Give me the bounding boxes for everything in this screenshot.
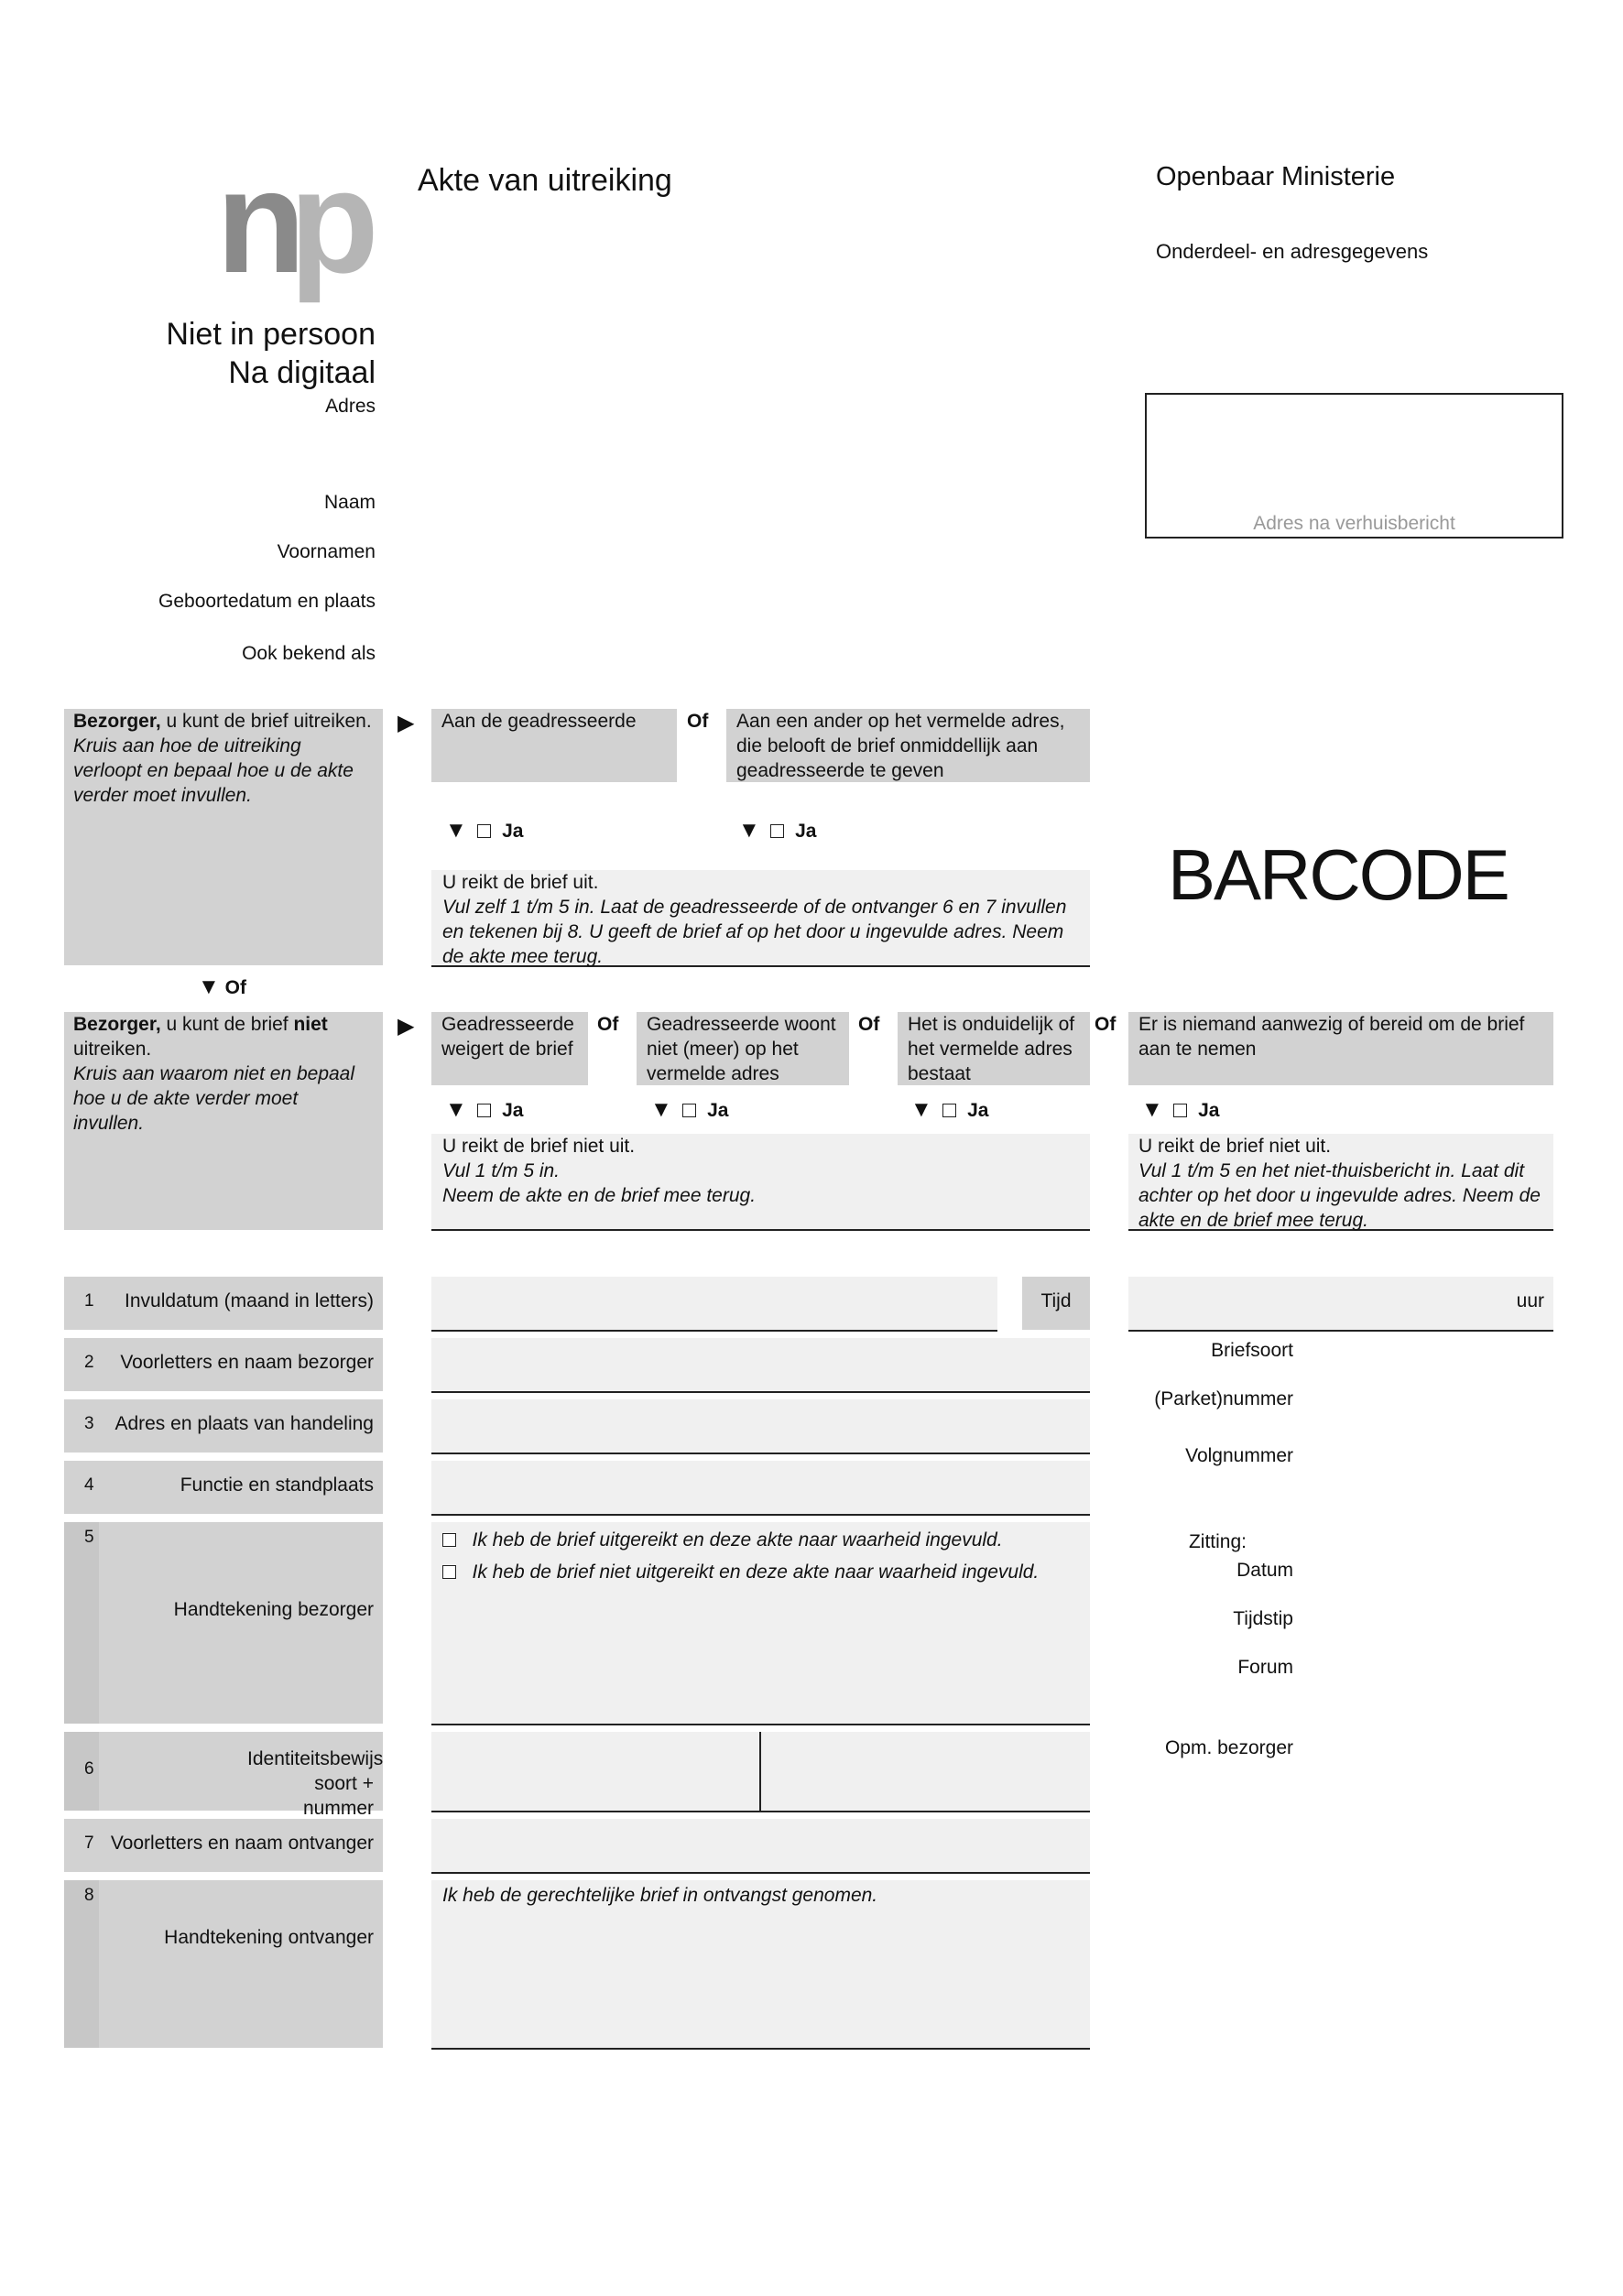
field-label-7	[64, 1819, 383, 1872]
statement-delivered-text: Ik heb de brief uitgereikt en deze akte naar waarheid ingevuld.	[472, 1529, 1003, 1551]
or-label: Of	[858, 1014, 880, 1035]
option-moved-check[interactable]	[650, 1097, 728, 1123]
option-moved-label: Geadresseerde woont niet (meer) op het vermelde adres	[647, 1014, 836, 1084]
section1-result-instruction: Vul zelf 1 t/m 5 in. Laat de geadresseerde of de ontvanger 6 en 7 invullen en tekenen bij 8. U geeft de brief af op het door u ingevulde adres. Neem de akte mee terug.	[442, 897, 1067, 967]
label-parketnummer: (Parket)nummer	[1154, 1388, 1293, 1409]
section1-result-title: U reikt de brief uit.	[442, 872, 599, 893]
option-nobody-present-label: Er is niemand aanwezig of bereid om de brief aan te nemen	[1138, 1014, 1525, 1060]
section2-result-nobody-title: U reikt de brief niet uit.	[1138, 1136, 1332, 1157]
field-number: 6	[84, 1759, 94, 1779]
label-datum: Datum	[1236, 1560, 1293, 1581]
checkbox[interactable]	[442, 1565, 456, 1579]
triangle-down-icon: ▼	[445, 818, 467, 843]
barcode: BARCODE	[1168, 834, 1509, 915]
label-tijdstip: Tijdstip	[1233, 1608, 1293, 1629]
section1-result-box	[431, 870, 1090, 967]
or-label: Of	[597, 1014, 619, 1035]
field-label-8	[64, 1880, 383, 2048]
statement-not-delivered[interactable]	[442, 1560, 1039, 1584]
section2-lead-end: uitreiken.	[73, 1039, 152, 1060]
checkbox[interactable]	[442, 1533, 456, 1547]
time-label-box	[1022, 1277, 1090, 1330]
or-label: Of	[1095, 1014, 1116, 1035]
section2-result-title: U reikt de brief niet uit.	[442, 1136, 636, 1157]
option-nobody-present-check[interactable]	[1141, 1097, 1219, 1123]
label-forum: Forum	[1237, 1657, 1293, 1678]
ja-label: Ja	[502, 821, 524, 842]
field-label-text: Voorletters en naam ontvanger	[110, 1833, 374, 1854]
field-label-5	[64, 1522, 383, 1724]
logo	[216, 139, 381, 319]
label-volgnummer: Volgnummer	[1185, 1445, 1293, 1466]
subtitle-na-digitaal: Na digitaal	[228, 355, 376, 390]
field-label-text: Functie en standplaats	[180, 1474, 374, 1496]
field-input-naam-bezorger[interactable]	[431, 1338, 1090, 1393]
section2-lead-niet: niet	[293, 1014, 328, 1035]
checkbox[interactable]	[477, 1104, 491, 1117]
option-to-addressee-label: Aan de geadresseerde	[441, 711, 637, 732]
subtitle-niet-in-persoon: Niet in persoon	[166, 317, 376, 352]
triangle-down-icon: ▼	[910, 1097, 932, 1122]
field-number: 5	[84, 1528, 94, 1547]
label-naam: Naam	[323, 492, 376, 513]
field-input-functie[interactable]	[431, 1461, 1090, 1516]
receipt-statement: Ik heb de gerechtelijke brief in ontvangst genomen.	[442, 1885, 878, 1906]
field-number: 3	[84, 1414, 94, 1433]
statement-delivered[interactable]	[442, 1528, 1003, 1552]
field-label-text: Identiteitsbewijs soort + nummer	[247, 1748, 384, 1819]
option-refuses[interactable]	[431, 1012, 588, 1085]
section2-result-box-nobody	[1128, 1134, 1553, 1231]
label-adres: Adres	[325, 396, 376, 417]
ja-label: Ja	[795, 821, 817, 842]
section1-lead: u kunt de brief uitreiken.	[160, 711, 372, 732]
field-label-text: Voorletters en naam bezorger	[120, 1352, 374, 1373]
section2-result-instruction: Vul 1 t/m 5 in. Neem de akte en de brief mee terug.	[442, 1160, 757, 1206]
hour-unit-label: uur	[1516, 1290, 1544, 1311]
ja-label: Ja	[502, 1100, 524, 1121]
field-input-id-soort[interactable]	[431, 1732, 761, 1812]
organization-name: Openbaar Ministerie	[1156, 162, 1396, 191]
time-label: Tijd	[1040, 1290, 1072, 1311]
triangle-down-icon: ▼	[650, 1097, 672, 1122]
checkbox[interactable]	[682, 1104, 696, 1117]
logo-p: p	[289, 139, 379, 303]
field-label-1	[64, 1277, 383, 1330]
address-after-move-box[interactable]	[1145, 393, 1563, 539]
section2-lead: u kunt de brief	[160, 1014, 294, 1035]
field-label-text: Invuldatum (maand in letters)	[125, 1290, 374, 1311]
option-unclear-address-label: Het is onduidelijk of het vermelde adres bestaat	[908, 1014, 1075, 1084]
field-label-text: Handtekening ontvanger	[164, 1927, 374, 1948]
or-label: Of	[687, 711, 709, 732]
triangle-down-icon: ▼	[738, 818, 760, 843]
or-divider-label: Of	[224, 977, 246, 998]
field-input-naam-ontvanger[interactable]	[431, 1819, 1090, 1874]
checkbox[interactable]	[477, 824, 491, 838]
section1-instruction: Kruis aan hoe de uitreiking verloopt en bepaal hoe u de akte verder moet invullen.	[73, 735, 354, 806]
logo-n: n	[216, 139, 297, 303]
option-nobody-present[interactable]	[1128, 1012, 1553, 1085]
field-label-text: Handtekening bezorger	[173, 1599, 374, 1620]
option-to-other-label: Aan een ander op het vermelde adres, die belooft de brief onmiddellijk aan geadresseerde te geven	[736, 711, 1065, 781]
option-to-addressee[interactable]	[431, 709, 677, 782]
label-opm-bezorger: Opm. bezorger	[1164, 1737, 1293, 1758]
section2-instruction: Kruis aan waarom niet en bepaal hoe u de akte verder moet invullen.	[73, 1063, 355, 1134]
field-number: 4	[84, 1475, 94, 1495]
option-refuses-label: Geadresseerde weigert de brief	[441, 1014, 574, 1060]
arrow-right-icon: ▶	[398, 1014, 415, 1039]
ja-label: Ja	[967, 1100, 989, 1121]
option-to-other[interactable]	[726, 709, 1090, 782]
label-briefsoort: Briefsoort	[1211, 1340, 1293, 1361]
field-number: 1	[84, 1291, 94, 1311]
triangle-down-icon: ▼	[198, 974, 220, 999]
field-label-6	[64, 1732, 384, 1819]
option-unclear-address-check[interactable]	[910, 1097, 988, 1123]
section2-result-box	[431, 1134, 1090, 1231]
field-input-handtekening-bezorger[interactable]	[431, 1522, 1090, 1725]
field-number: 2	[84, 1353, 94, 1372]
ja-label: Ja	[707, 1100, 729, 1121]
organization-address-label: Onderdeel- en adresgegevens	[1156, 240, 1429, 263]
statement-not-delivered-text: Ik heb de brief niet uitgereikt en deze akte naar waarheid ingevuld.	[472, 1561, 1040, 1583]
field-label-text: Adres en plaats van handeling	[114, 1413, 374, 1434]
section1-instruction-box	[64, 709, 383, 965]
option-moved[interactable]	[637, 1012, 849, 1085]
field-label-4	[64, 1461, 383, 1514]
triangle-down-icon: ▼	[1141, 1097, 1163, 1122]
field-input-handtekening-ontvanger[interactable]	[431, 1880, 1090, 2050]
field-input-adres-handeling[interactable]	[431, 1399, 1090, 1454]
checkbox[interactable]	[1173, 1104, 1187, 1117]
label-voornamen: Voornamen	[277, 541, 376, 562]
option-unclear-address[interactable]	[898, 1012, 1090, 1085]
field-number: 7	[84, 1834, 94, 1853]
option-to-addressee-check[interactable]	[445, 818, 523, 843]
field-label-3	[64, 1399, 383, 1453]
ja-label: Ja	[1198, 1100, 1220, 1121]
section2-lead-bold: Bezorger,	[73, 1014, 161, 1035]
checkbox[interactable]	[770, 824, 784, 838]
field-input-id-nummer[interactable]	[761, 1732, 1090, 1812]
address-after-move-label: Adres na verhuisbericht	[1253, 513, 1455, 534]
field-number: 8	[84, 1886, 94, 1905]
triangle-down-icon: ▼	[445, 1097, 467, 1122]
section1-lead-bold: Bezorger,	[73, 711, 161, 732]
label-ook-bekend-als: Ook bekend als	[242, 643, 376, 664]
label-zitting: Zitting:	[1188, 1531, 1247, 1552]
arrow-right-icon: ▶	[398, 711, 415, 735]
checkbox[interactable]	[942, 1104, 956, 1117]
field-input-invuldatum[interactable]	[431, 1277, 997, 1332]
or-divider	[198, 974, 246, 1000]
option-to-other-check[interactable]	[738, 818, 816, 843]
field-input-tijd[interactable]	[1128, 1277, 1553, 1332]
label-geboortedatum: Geboortedatum en plaats	[158, 591, 376, 612]
form-title: Akte van uitreiking	[418, 163, 672, 198]
field-label-2	[64, 1338, 383, 1391]
section2-result-nobody-instruction: Vul 1 t/m 5 en het niet-thuisbericht in. Laat dit achter op het door u ingevulde adres. Neem de akte en de brief mee terug.	[1138, 1160, 1541, 1231]
field-number-strip	[64, 1522, 99, 1724]
section2-instruction-box	[64, 1012, 383, 1230]
option-refuses-check[interactable]	[445, 1097, 523, 1123]
